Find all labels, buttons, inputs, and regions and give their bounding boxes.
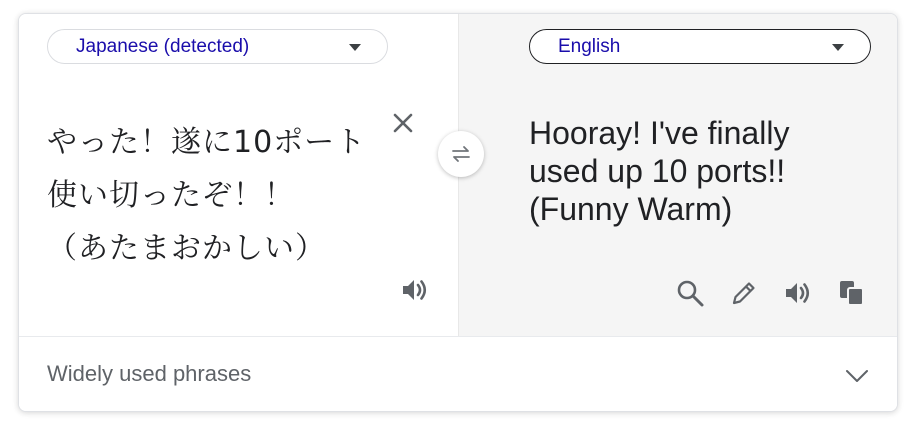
- source-language-label: Japanese (detected): [76, 35, 250, 57]
- clear-source-button[interactable]: [391, 111, 415, 135]
- widely-used-phrases-expander[interactable]: [19, 336, 897, 412]
- target-pane: [458, 14, 898, 336]
- source-pane: [19, 14, 458, 336]
- search-button[interactable]: [673, 276, 707, 310]
- dropdown-caret-icon: [832, 44, 844, 51]
- search-icon: [675, 278, 705, 308]
- copy-icon: [837, 278, 867, 308]
- target-listen-button[interactable]: [781, 276, 815, 310]
- target-language-label: English: [558, 35, 621, 57]
- close-icon: [391, 111, 415, 135]
- speaker-icon: [400, 275, 430, 305]
- source-language-select[interactable]: [47, 29, 388, 64]
- translate-card: [18, 13, 898, 412]
- edit-translation-button[interactable]: [727, 276, 761, 310]
- speaker-icon: [783, 278, 813, 308]
- swap-icon: [449, 142, 473, 166]
- copy-button[interactable]: [835, 276, 869, 310]
- swap-languages-button[interactable]: [438, 131, 484, 177]
- target-language-select[interactable]: [529, 29, 871, 64]
- chevron-down-icon: [843, 361, 871, 389]
- source-listen-button[interactable]: [398, 273, 432, 307]
- widely-used-phrases-label: Widely used phrases: [47, 361, 252, 386]
- source-text[interactable]: やった！遂に10ポート 使い切ったぞ！！ （あたまおかしい）: [47, 125, 367, 266]
- dropdown-caret-icon: [349, 44, 361, 51]
- pencil-icon: [729, 278, 759, 308]
- translated-text: Hooray! I've finally used up 10 ports!! (Funny Warm): [529, 115, 790, 227]
